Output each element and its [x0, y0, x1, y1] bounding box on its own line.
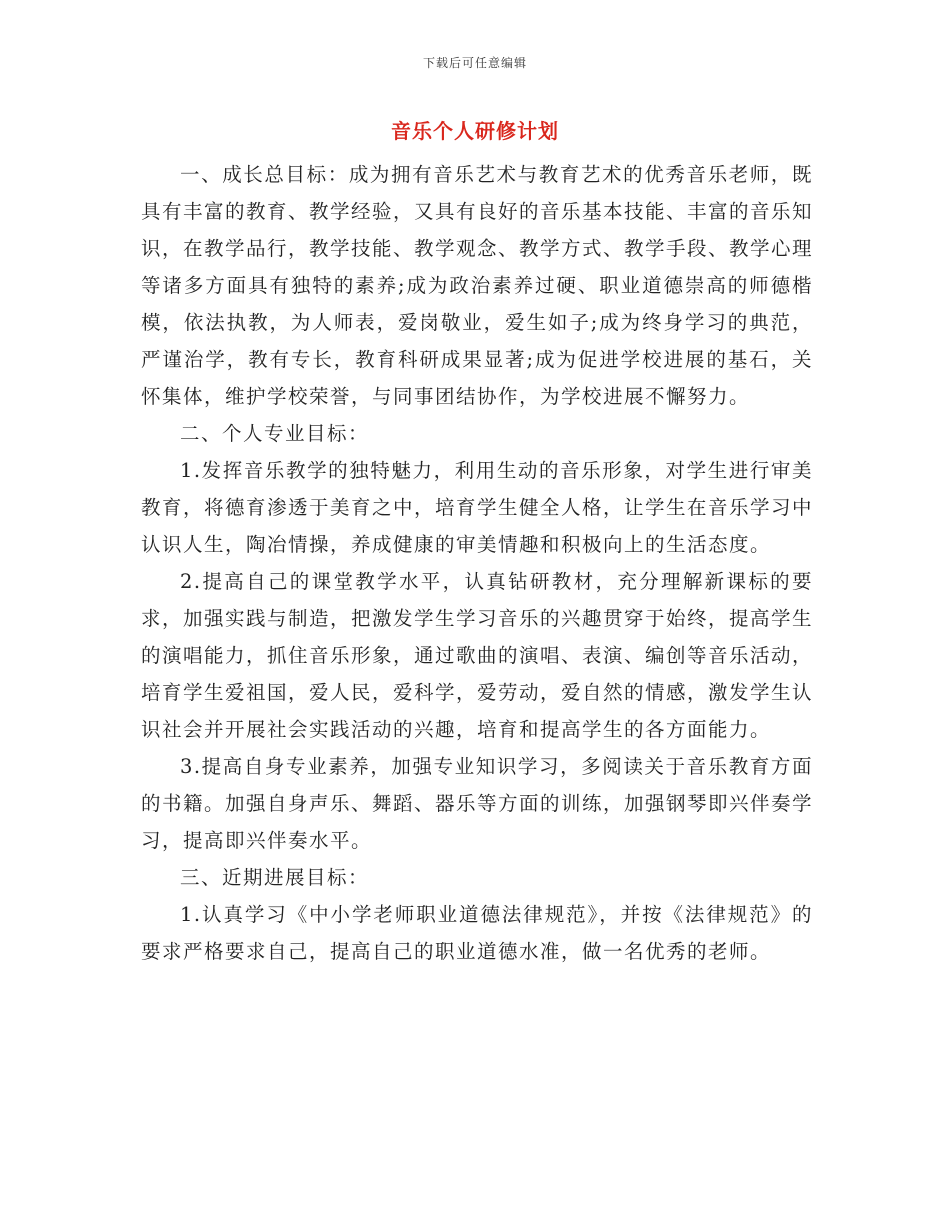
- paragraph-section-3-heading: 三、近期进展目标：: [180, 866, 370, 889]
- page-header-note: 下载后可任意编辑: [422, 56, 527, 70]
- paragraph-section-2-heading: 二、个人专业目标：: [180, 422, 370, 445]
- paragraph-near-term-goal-1: 1.认真学习《中小学老师职业道德法律规范》，并按《法律规范》的要求严格要求自己，提高自己的职业道德水准，做一名优秀的老师。: [141, 903, 813, 963]
- paragraph-professional-goal-1: 1.发挥音乐教学的独特魅力，利用生动的音乐形象，对学生进行审美教育，将德育渗透于美育之中，培育学生健全人格，让学生在音乐学习中认识人生，陶冶情操，养成健康的审美情趣和积极向上的生活态度。: [141, 459, 814, 556]
- document-body: [141, 156, 813, 970]
- document-title: 音乐个人研修计划: [391, 119, 559, 143]
- paragraph-professional-goal-3: 3.提高自身专业素养，加强专业知识学习，多阅读关于音乐教育方面的书籍。加强自身声乐、舞蹈、器乐等方面的训练，加强钢琴即兴伴奏学习，提高即兴伴奏水平。: [141, 755, 814, 852]
- paragraph-overall-goal: 一、成长总目标：成为拥有音乐艺术与教育艺术的优秀音乐老师，既具有丰富的教育、教学经验，又具有良好的音乐基本技能、丰富的音乐知识，在教学品行，教学技能、教学观念、教学方式、教学手段、教学心理等诸多方面具有独特的素养;成为政治素养过硬、职业道德崇高的师德楷模，依法执教，为人师表，爱岗敬业，爱生如子;成为终身学习的典范，严谨治学，教有专长，教育科研成果显著;成为促进学校进展的基石，关怀集体，维护学校荣誉，与同事团结协作，为学校进展不懈努力。: [141, 163, 814, 408]
- paragraph-professional-goal-2: 2.提高自己的课堂教学水平，认真钻研教材，充分理解新课标的要求，加强实践与制造，把激发学生学习音乐的兴趣贯穿于始终，提高学生的演唱能力，抓住音乐形象，通过歌曲的演唱、表演、编创等音乐活动，培育学生爱祖国，爱人民，爱科学，爱劳动，爱自然的情感，激发学生认识社会并开展社会实践活动的兴趣，培育和提高学生的各方面能力。: [141, 570, 814, 741]
